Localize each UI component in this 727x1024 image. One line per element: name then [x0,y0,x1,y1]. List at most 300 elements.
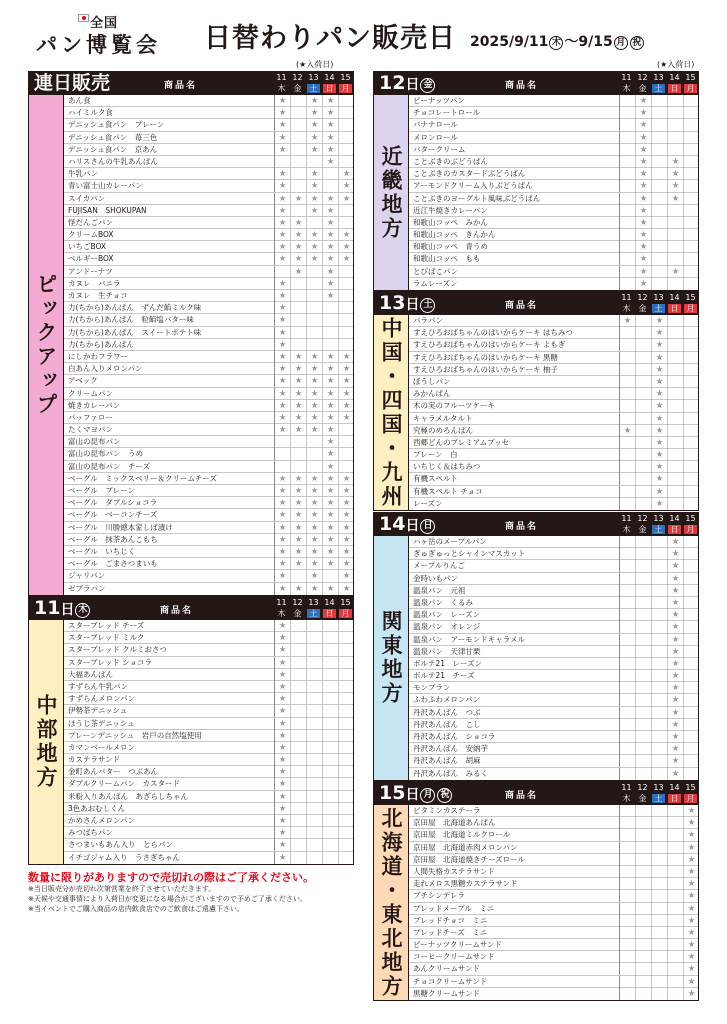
star-icon: ★ [274,193,290,205]
star-icon: ★ [274,827,290,839]
star-icon: ★ [683,890,699,902]
empty-cell [683,253,699,265]
empty-cell [619,878,635,890]
empty-cell [651,646,667,658]
product-name: ブチシンデレラ [413,891,466,901]
empty-cell [338,778,354,790]
product-name: 力(ちから)あんぱん 粒餡塩バター味 [68,315,194,325]
star-icon: ★ [322,509,338,521]
empty-cell [651,156,667,168]
star-icon: ★ [322,400,338,412]
empty-cell [338,448,354,460]
column-header-day [306,598,321,619]
empty-cell [619,573,635,585]
empty-cell [290,132,306,144]
star-icon: ★ [338,412,354,424]
empty-cell [651,755,667,767]
empty-cell [651,707,667,719]
star-icon: ★ [683,915,699,927]
empty-cell [619,915,635,927]
day-weekday: 金 [293,609,302,618]
empty-cell [338,95,354,107]
product-list [409,536,699,781]
table-row [409,915,698,927]
empty-cell [619,805,635,817]
empty-cell [667,486,683,498]
section-title-day: 日 [405,77,420,93]
empty-cell [651,670,667,682]
empty-cell [651,585,667,597]
empty-cell [683,388,699,400]
column-header-product: 商品名 [505,791,539,801]
table-row [409,119,698,131]
empty-cell [667,890,683,902]
day-weekday: 土 [652,794,665,803]
empty-cell [651,180,667,192]
star-icon: ★ [338,168,354,180]
product-name: 走れメロス黒糖カステラサンド [413,879,518,889]
table-row [409,217,698,229]
event-logo [34,12,184,58]
day-number: 14 [669,73,680,82]
column-header-product: 商品名 [505,522,539,532]
day-number: 15 [685,293,696,302]
column-header-product: 商品名 [505,81,539,91]
star-icon: ★ [274,558,290,570]
table-row [409,842,698,854]
empty-cell [635,376,651,388]
empty-cell [635,988,651,1000]
table-row [64,461,353,473]
empty-cell [619,976,635,988]
empty-cell [619,646,635,658]
section-title [379,72,436,96]
empty-cell [290,168,306,180]
star-icon: ★ [635,241,651,253]
empty-cell [667,364,683,376]
star-icon: ★ [667,597,683,609]
star-icon: ★ [274,351,290,363]
table-row [64,339,353,351]
product-name: ベーグル 川勝總本家しば漬け [68,522,173,532]
empty-cell [322,570,338,582]
empty-cell [651,621,667,633]
star-icon: ★ [290,473,306,485]
star-icon: ★ [635,107,651,119]
empty-cell [683,364,699,376]
empty-cell [667,132,683,144]
star-icon: ★ [306,509,322,521]
table-row [409,976,698,988]
star-icon: ★ [290,253,306,265]
star-icon: ★ [290,558,306,570]
star-icon: ★ [290,546,306,558]
empty-cell [619,854,635,866]
column-header-day [635,514,650,535]
empty-cell [683,119,699,131]
empty-cell [651,866,667,878]
star-icon: ★ [683,805,699,817]
region-label [373,536,409,781]
day-number: 11 [621,783,632,792]
empty-cell [683,241,699,253]
table-row [409,364,698,376]
empty-cell [683,536,699,548]
empty-cell [306,803,322,815]
empty-cell [651,597,667,609]
empty-cell [619,352,635,364]
star-icon: ★ [322,290,338,302]
empty-cell [683,755,699,767]
region-label-text: 北海道・東北地方 [379,806,403,999]
star-icon: ★ [651,498,667,510]
empty-cell [683,548,699,560]
table-row [409,988,698,1000]
product-name: カマンベールメロン [68,742,136,752]
empty-cell [322,791,338,803]
japan-flag-icon [78,14,89,22]
star-icon: ★ [651,413,667,425]
table-row [409,903,698,915]
star-icon: ★ [635,266,651,278]
table-row [409,939,698,951]
empty-cell [683,473,699,485]
star-icon: ★ [306,570,322,582]
star-icon: ★ [274,570,290,582]
empty-cell [635,573,651,585]
region-label [373,315,409,511]
section-d12 [373,71,699,291]
star-icon: ★ [338,388,354,400]
star-icon: ★ [322,375,338,387]
empty-cell [667,339,683,351]
empty-cell [683,327,699,339]
empty-cell [635,597,651,609]
star-icon: ★ [683,854,699,866]
product-name: にしかわフラワー [68,351,128,361]
table-row [64,754,353,766]
star-icon: ★ [274,253,290,265]
product-name: 白あん入りメロンパン [68,364,143,374]
empty-cell [322,754,338,766]
empty-cell [683,634,699,646]
empty-cell [651,144,667,156]
product-name: たくマヨパン [68,425,113,435]
day-weekday: 土 [307,609,320,618]
empty-cell [619,890,635,902]
day-number: 12 [637,293,648,302]
empty-cell [635,621,651,633]
empty-cell [322,339,338,351]
weekday-mark: 金 [420,78,435,93]
section-header [373,781,699,805]
empty-cell [683,156,699,168]
empty-cell [322,730,338,742]
region-label-text: 中国・四国・九州 [379,316,403,509]
table-row [409,731,698,743]
product-name: ベーグル いちじく [68,546,136,556]
empty-cell [338,119,354,131]
empty-cell [635,976,651,988]
empty-cell [338,705,354,717]
star-icon: ★ [274,742,290,754]
empty-cell [290,314,306,326]
column-header-day [667,293,682,314]
star-icon: ★ [274,730,290,742]
product-name: クリームパン [68,388,113,398]
weekday-mark: 月 [420,788,435,803]
star-icon: ★ [338,534,354,546]
column-header-day [635,293,650,314]
product-name: 人間失格カステラサンド [413,866,495,876]
column-header-day [651,514,666,535]
empty-cell [322,669,338,681]
product-name: すえひろおばちゃんのはいからケーキ はちみつ [413,328,573,338]
empty-cell [635,486,651,498]
day-number: 11 [276,73,287,82]
empty-cell [651,743,667,755]
empty-cell [667,388,683,400]
table-row [409,694,698,706]
table-row [409,229,698,241]
product-name: 京田屋 北海道ミルクロール [413,830,511,840]
empty-cell [619,376,635,388]
star-icon: ★ [274,217,290,229]
empty-cell [322,852,338,864]
empty-cell [667,461,683,473]
table-row [409,486,698,498]
empty-cell [635,731,651,743]
empty-cell [290,107,306,119]
star-icon: ★ [274,852,290,864]
empty-cell [290,448,306,460]
empty-cell [619,597,635,609]
star-icon: ★ [322,412,338,424]
star-icon: ★ [274,107,290,119]
empty-cell [683,585,699,597]
star-icon: ★ [306,400,322,412]
empty-cell [290,693,306,705]
column-header-product: 商品名 [160,606,194,616]
empty-cell [683,743,699,755]
empty-cell [651,842,667,854]
star-icon: ★ [322,485,338,497]
table-row [409,437,698,449]
section-header [28,71,354,95]
empty-cell [290,669,306,681]
star-icon: ★ [338,497,354,509]
empty-cell [306,436,322,448]
empty-cell [667,939,683,951]
day-number: 15 [685,514,696,523]
empty-cell [619,768,635,780]
empty-cell [667,988,683,1000]
star-icon: ★ [274,302,290,314]
empty-cell [683,694,699,706]
star-icon: ★ [322,144,338,156]
star-icon: ★ [322,497,338,509]
table-row [64,95,353,107]
day-weekday: 土 [652,84,665,93]
day-weekday: 金 [293,84,302,93]
product-name: カステラサンド [68,755,120,765]
product-name: 有機スペルト [413,474,458,484]
star-icon: ★ [322,107,338,119]
table-row [409,658,698,670]
day-weekday: 金 [638,525,647,534]
empty-cell [338,144,354,156]
star-icon: ★ [274,473,290,485]
empty-cell [635,951,651,963]
empty-cell [667,278,683,290]
star-icon: ★ [306,132,322,144]
product-name: 力(ちから)あんぱん [68,339,134,349]
table-row [409,253,698,265]
star-icon: ★ [338,180,354,192]
empty-cell [683,413,699,425]
empty-cell [635,315,651,327]
table-row [64,253,353,265]
empty-cell [683,352,699,364]
empty-cell [306,461,322,473]
empty-cell [338,730,354,742]
day-number: 12 [292,598,303,607]
empty-cell [322,620,338,632]
empty-cell [635,682,651,694]
empty-cell [619,229,635,241]
table-row [409,951,698,963]
star-icon: ★ [651,388,667,400]
product-name: チョコレートロール [413,108,481,118]
product-list [409,95,699,291]
empty-cell [290,803,306,815]
star-icon: ★ [667,682,683,694]
table-row [64,509,353,521]
empty-cell [667,805,683,817]
empty-cell [651,548,667,560]
empty-cell [667,144,683,156]
empty-cell [306,156,322,168]
product-name: 丹沢あんぱん こし [413,719,481,729]
column-header-day [322,73,337,94]
day-number: 13 [653,783,664,792]
empty-cell [306,681,322,693]
table-row [64,193,353,205]
star-icon: ★ [667,621,683,633]
product-name: 有機スペルト チョコ [413,486,483,496]
empty-cell [306,754,322,766]
table-row [409,144,698,156]
empty-cell [635,449,651,461]
star-icon: ★ [290,388,306,400]
product-name: アンドーナツ [68,266,113,276]
empty-cell [667,253,683,265]
empty-cell [619,842,635,854]
product-name: 和歌山コッペ 青うめ [413,242,488,252]
empty-cell [322,718,338,730]
star-icon: ★ [338,375,354,387]
day-weekday: 日 [668,304,681,313]
star-icon: ★ [274,180,290,192]
day-number: 15 [340,598,351,607]
star-icon: ★ [338,363,354,375]
empty-cell [290,839,306,851]
empty-cell [338,132,354,144]
empty-cell [651,205,667,217]
empty-cell [322,693,338,705]
empty-cell [635,425,651,437]
product-name: 富山の昆布パン うめ [68,449,143,459]
table-row [409,107,698,119]
star-icon: ★ [651,352,667,364]
product-name: 米粉入りあんぱん あざらしちゃん [68,791,188,801]
table-row [64,266,353,278]
empty-cell [635,829,651,841]
product-name: 木の実のフルーツケーキ [413,401,495,411]
table-row [409,670,698,682]
empty-cell [338,852,354,864]
product-list [64,620,354,865]
empty-cell [619,719,635,731]
product-name: とびばこパン [413,266,458,276]
table-row [409,682,698,694]
empty-cell [683,573,699,585]
day-weekday: 月 [684,84,697,93]
empty-cell [306,314,322,326]
day-number: 14 [669,783,680,792]
product-name: スターブレッド ミルク [68,633,145,643]
empty-cell [667,107,683,119]
star-icon: ★ [306,485,322,497]
empty-cell [338,424,354,436]
star-icon: ★ [635,119,651,131]
empty-cell [290,290,306,302]
star-icon: ★ [635,95,651,107]
section-title-main: 12 [379,72,406,94]
empty-cell [306,339,322,351]
product-name: 温泉パン オレンジ [413,622,481,632]
star-icon: ★ [667,609,683,621]
empty-cell [322,827,338,839]
column-header-day [683,73,698,94]
empty-cell [683,278,699,290]
product-name: ハイミルク食 [68,108,113,118]
column-header-day [651,73,666,94]
empty-cell [306,644,322,656]
product-name: 和歌山コッペ みかん [413,217,488,227]
star-icon: ★ [274,168,290,180]
product-name: ベーグル ベーコンチーズ [68,510,158,520]
empty-cell [290,815,306,827]
product-name: ブレーン 白 [413,450,458,460]
star-icon: ★ [635,229,651,241]
empty-cell [274,156,290,168]
empty-cell [683,498,699,510]
empty-cell [683,597,699,609]
day-number: 11 [621,293,632,302]
star-icon: ★ [683,963,699,975]
empty-cell [651,963,667,975]
star-icon: ★ [306,107,322,119]
empty-cell [667,498,683,510]
table-row [409,743,698,755]
empty-cell [306,766,322,778]
empty-cell [619,988,635,1000]
product-name: ブレッドチーズ ミニ [413,927,488,937]
star-icon: ★ [274,669,290,681]
empty-cell [635,768,651,780]
empty-cell [683,315,699,327]
